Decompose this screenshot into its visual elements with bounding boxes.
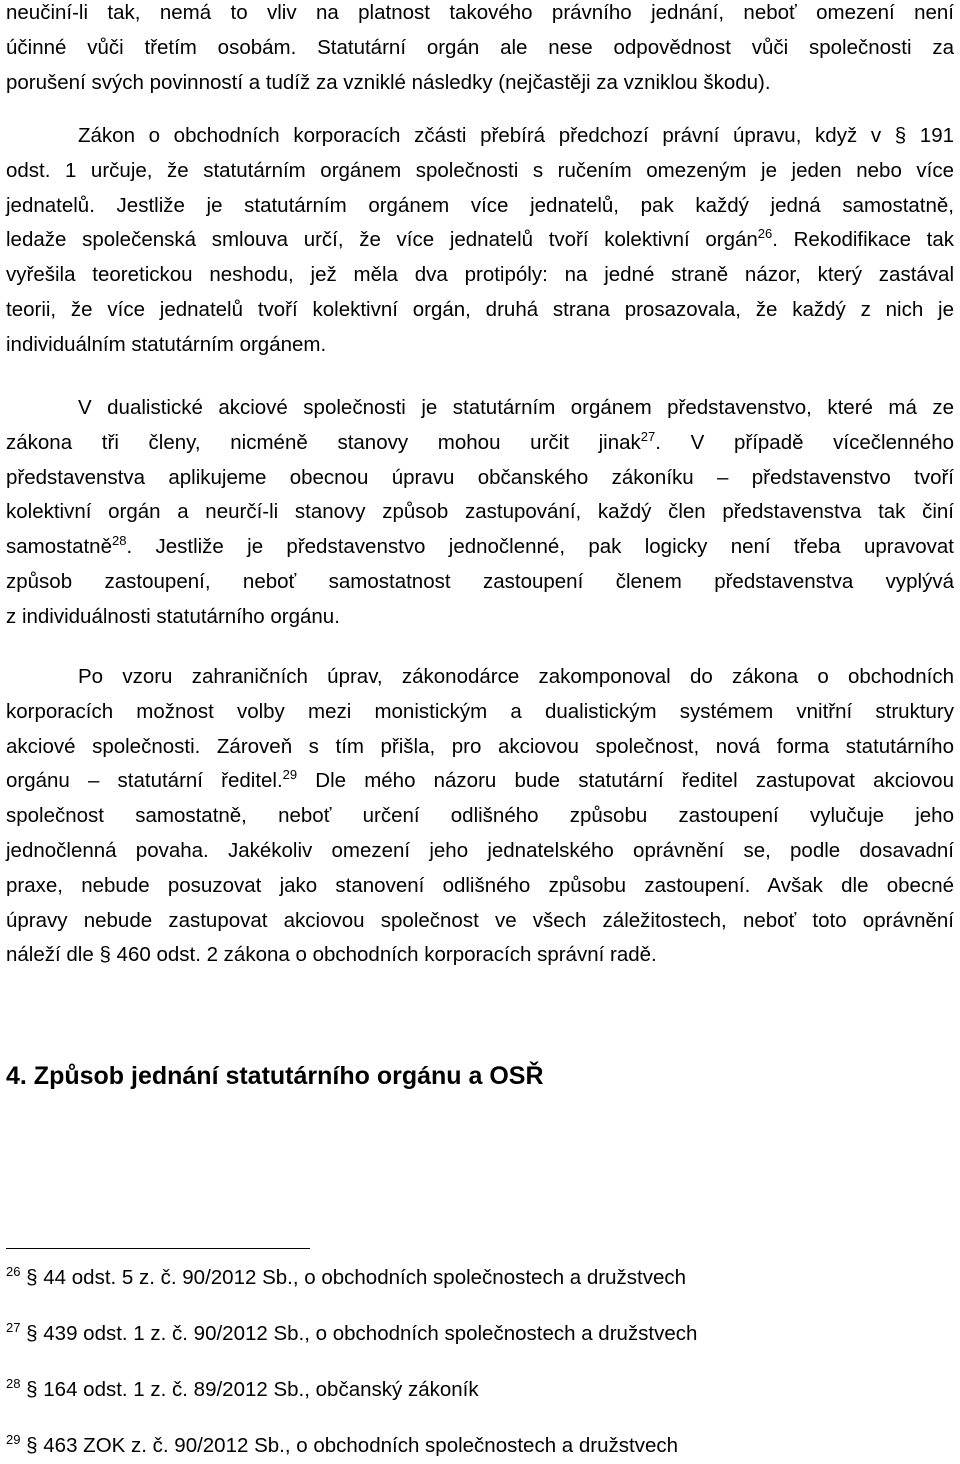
footnote-ref: 28 — [111, 533, 127, 549]
text-line: zákona tři členy, nicméně stanovy mohou určit jinak$^{27}$. V případě vícečlenného — [6, 428, 954, 454]
paragraph-3 — [6, 391, 954, 635]
paragraph-2 — [6, 119, 954, 363]
footnote-text: § 463 ZOK z. č. 90/2012 Sb., o obchodních společnostech a družstvech — [26, 1434, 679, 1457]
text-line: akciové společnosti. Zároveň s tím přišla, pro akciovou společnost, nová forma statutárního — [6, 734, 954, 758]
text-line: ledaže společenská smlouva určí, že více jednatelů tvoří kolektivní orgán$^{26}$. Rekodifikace tak — [6, 226, 954, 252]
footnote-ref: 27 — [640, 428, 656, 444]
text-line: jednatelů. Jestliže je statutárním orgánem více jednatelů, pak každý jedná samostatně, — [6, 193, 954, 217]
paragraph-1 — [6, 0, 954, 100]
footnote-text: § 439 odst. 1 z. č. 90/2012 Sb., o obchodních společnostech a družstvech — [26, 1322, 698, 1345]
footnote-number: 29 — [6, 1432, 21, 1448]
text-line: individuálním statutárním orgánem. — [6, 332, 327, 356]
text-line: teorii, že více jednatelů tvoří kolektivní orgán, druhá strana prosazovala, že každý z nich je — [6, 297, 954, 321]
text-line: Po vzoru zahraničních úprav, zákonodárce zakomponoval do zákona o obchodních — [78, 665, 954, 688]
footnote-text: § 44 odst. 5 z. č. 90/2012 Sb., o obchodních společnostech a družstvech — [26, 1266, 687, 1289]
text-line: z individuálnosti statutárního orgánu. — [6, 604, 340, 628]
text-line: korporacích možnost volby mezi monistickým a dualistickým systémem vnitřní struktury — [6, 699, 954, 723]
text-line: kolektivní orgán a neurčí-li stanovy způsob zastupování, každý člen představenstva tak činí — [6, 500, 954, 524]
footnote — [6, 1264, 686, 1292]
text-line: společnost samostatně, neboť určení odlišného způsobu zastoupení vylučuje jeho — [6, 804, 954, 828]
footnote-ref: 26 — [757, 226, 773, 242]
text-line: jednočlenná povaha. Jakékoliv omezení jeho jednatelského oprávnění se, podle dosavadní — [6, 838, 954, 862]
text-line: účinné vůči třetím osobám. Statutární orgán ale nese odpovědnost vůči společnosti za — [6, 35, 954, 59]
text-line: vyřešila teoretickou neshodu, jež měla dva protipóly: na jedné straně názor, který zastával — [6, 263, 954, 287]
footnote-number: 27 — [6, 1320, 21, 1336]
footnote-separator — [6, 1248, 310, 1249]
footnote — [6, 1320, 697, 1348]
text-line: představenstva aplikujeme obecnou úpravu občanského zákoníku – představenstvo tvoří — [6, 465, 954, 489]
text-line: samostatně$^{28}$. Jestliže je představenstvo jednočlenné, pak logicky není třeba upravovat — [6, 533, 954, 559]
text-line: praxe, nebude posuzovat jako stanovení odlišného způsobu zastoupení. Avšak dle obecné — [6, 873, 954, 897]
footnote-text: § 164 odst. 1 z. č. 89/2012 Sb., občanský zákoník — [26, 1378, 479, 1401]
footnote — [6, 1376, 479, 1404]
footnote-number: 28 — [6, 1376, 21, 1392]
footnote-ref: 29 — [282, 767, 298, 783]
text-line: porušení svých povinností a tudíž za vzniklé následky (nejčastěji za vzniklou škodu). — [6, 70, 771, 94]
paragraph-4 — [6, 660, 954, 973]
text-line: náleží dle § 460 odst. 2 zákona o obchodních korporacích správní radě. — [6, 943, 657, 967]
text-line: V dualistické akciové společnosti je statutárním orgánem představenstvo, které má ze — [78, 396, 954, 419]
text-line: Zákon o obchodních korporacích zčásti přebírá předchozí právní úpravu, když v § 191 — [78, 124, 954, 147]
text-line: odst. 1 určuje, že statutárním orgánem společnosti s ručením omezeným je jeden nebo více — [6, 158, 954, 182]
footnote-number: 26 — [6, 1264, 21, 1280]
section-heading: 4. Způsob jednání statutárního orgánu a OSŘ — [6, 1062, 544, 1090]
text-line: úpravy nebude zastupovat akciovou společnost ve všech záležitostech, neboť toto oprávnění — [6, 908, 954, 932]
footnote — [6, 1432, 678, 1460]
text-line: neučiní-li tak, nemá to vliv na platnost takového právního jednání, neboť omezení není — [6, 1, 954, 24]
text-line: způsob zastoupení, neboť samostatnost zastoupení členem představenstva vyplývá — [6, 569, 954, 593]
text-line: orgánu – statutární ředitel.$^{29}$ Dle mého názoru bude statutární ředitel zastupovat akciovou — [6, 767, 954, 793]
